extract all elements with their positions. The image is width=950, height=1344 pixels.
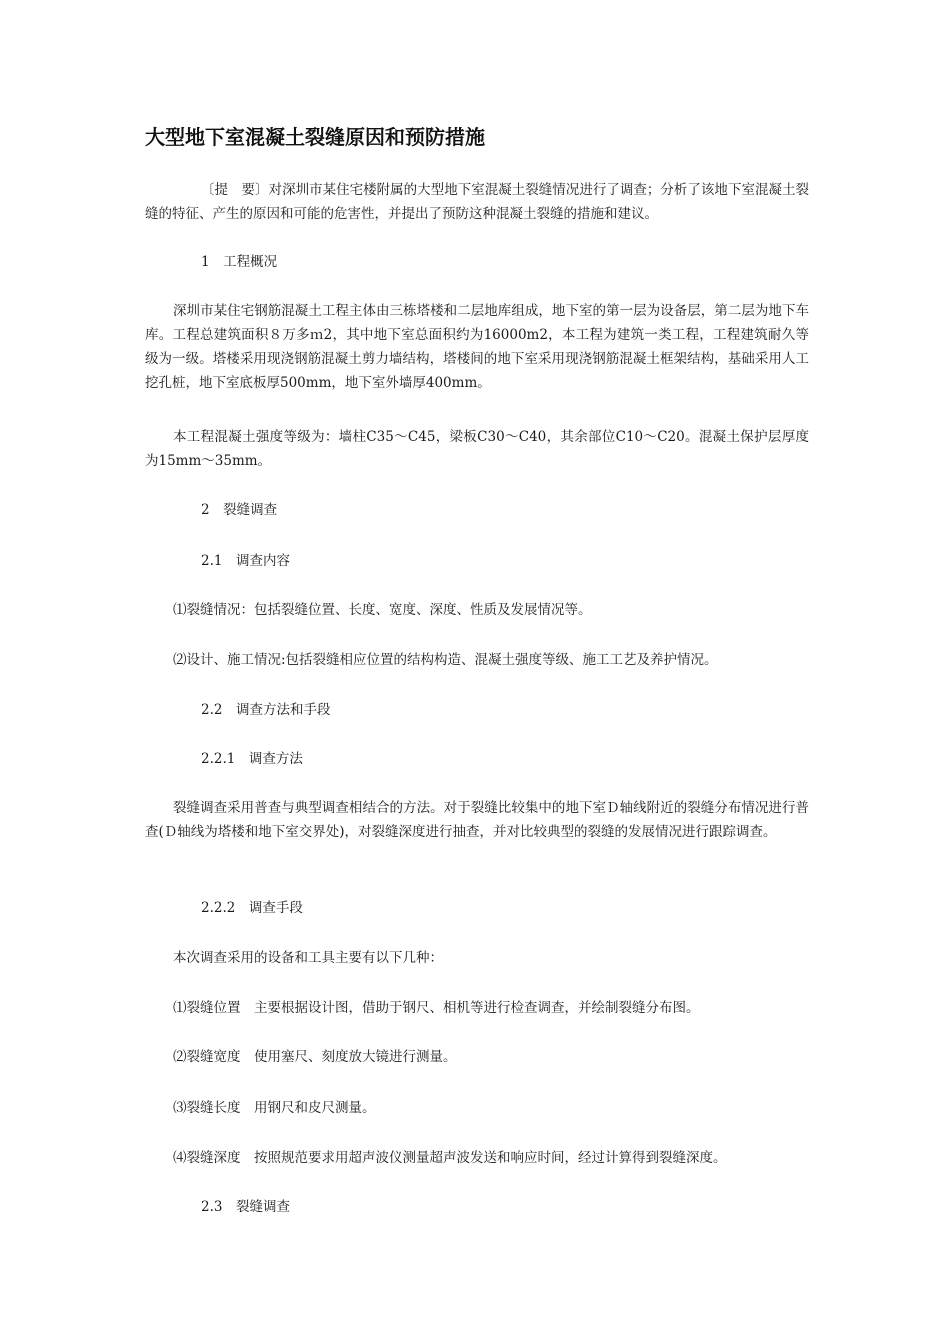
survey-method-paragraph: 裂缝调查采用普查与典型调查相结合的方法。对于裂缝比较集中的地下室Ｄ轴线附近的裂缝分布情况进行普查(Ｄ轴线为塔楼和地下室交界处)，对裂缝深度进行抽查，并对比较典型的裂缝的发展情况进行跟踪调查。 <box>145 800 809 840</box>
section-2-2-1-heading: 2.2.1 调查方法 <box>201 751 303 767</box>
section-2-1-heading: 2.1 调查内容 <box>201 553 290 569</box>
abstract-paragraph: 〔提 要〕对深圳市某住宅楼附属的大型地下室混凝土裂缝情况进行了调查；分析了该地下室混凝土裂缝的特征、产生的原因和可能的危害性，并提出了预防这种混凝土裂缝的措施和建议。 <box>145 182 809 222</box>
section-2-3-heading: 2.3 裂缝调查 <box>201 1199 290 1215</box>
survey-tool-item: ⑴裂缝位置 主要根据设计图，借助于钢尺、相机等进行检查调查，并绘制裂缝分布图。 <box>173 1000 700 1016</box>
survey-content-item: ⑵设计、施工情况:包括裂缝相应位置的结构构造、混凝土强度等级、施工工艺及养护情况。 <box>173 652 718 668</box>
survey-content-item: ⑴裂缝情况：包括裂缝位置、长度、宽度、深度、性质及发展情况等。 <box>173 602 592 618</box>
section-1-heading: 1 工程概况 <box>201 254 278 270</box>
survey-tool-item: ⑶裂缝长度 用钢尺和皮尺测量。 <box>173 1100 376 1116</box>
section-2-2-2-heading: 2.2.2 调查手段 <box>201 900 303 916</box>
survey-tool-item: ⑵裂缝宽度 使用塞尺、刻度放大镜进行测量。 <box>173 1049 457 1065</box>
section-2-2-heading: 2.2 调查方法和手段 <box>201 702 331 718</box>
section-1-paragraph-1: 深圳市某住宅钢筋混凝土工程主体由三栋塔楼和二层地库组成，地下室的第一层为设备层，第二层为地下车库。工程总建筑面积８万多ｍ2，其中地下室总面积约为16000m2，本工程为建筑一类工程，工程建筑耐久等级为一级。塔楼采用现浇钢筋混凝土剪力墙结构，塔楼间的地下室采用现浇钢筋混凝土框架结构，基础采用人工挖孔桩，地下室底板厚500mm，地下室外墙厚400mm。 <box>145 303 809 391</box>
survey-tool-item: ⑷裂缝深度 按照规范要求用超声波仪测量超声波发送和响应时间，经过计算得到裂缝深度。 <box>173 1150 727 1166</box>
survey-tools-intro: 本次调查采用的设备和工具主要有以下几种： <box>173 950 443 966</box>
document-title: 大型地下室混凝土裂缝原因和预防措施 <box>145 125 485 149</box>
section-2-heading: 2 裂缝调查 <box>201 502 278 518</box>
section-1-paragraph-2: 本工程混凝土强度等级为：墙柱C35～C45，梁板C30～C40，其余部位C10～C20。混凝土保护层厚度为15mm～35mm。 <box>145 429 809 469</box>
